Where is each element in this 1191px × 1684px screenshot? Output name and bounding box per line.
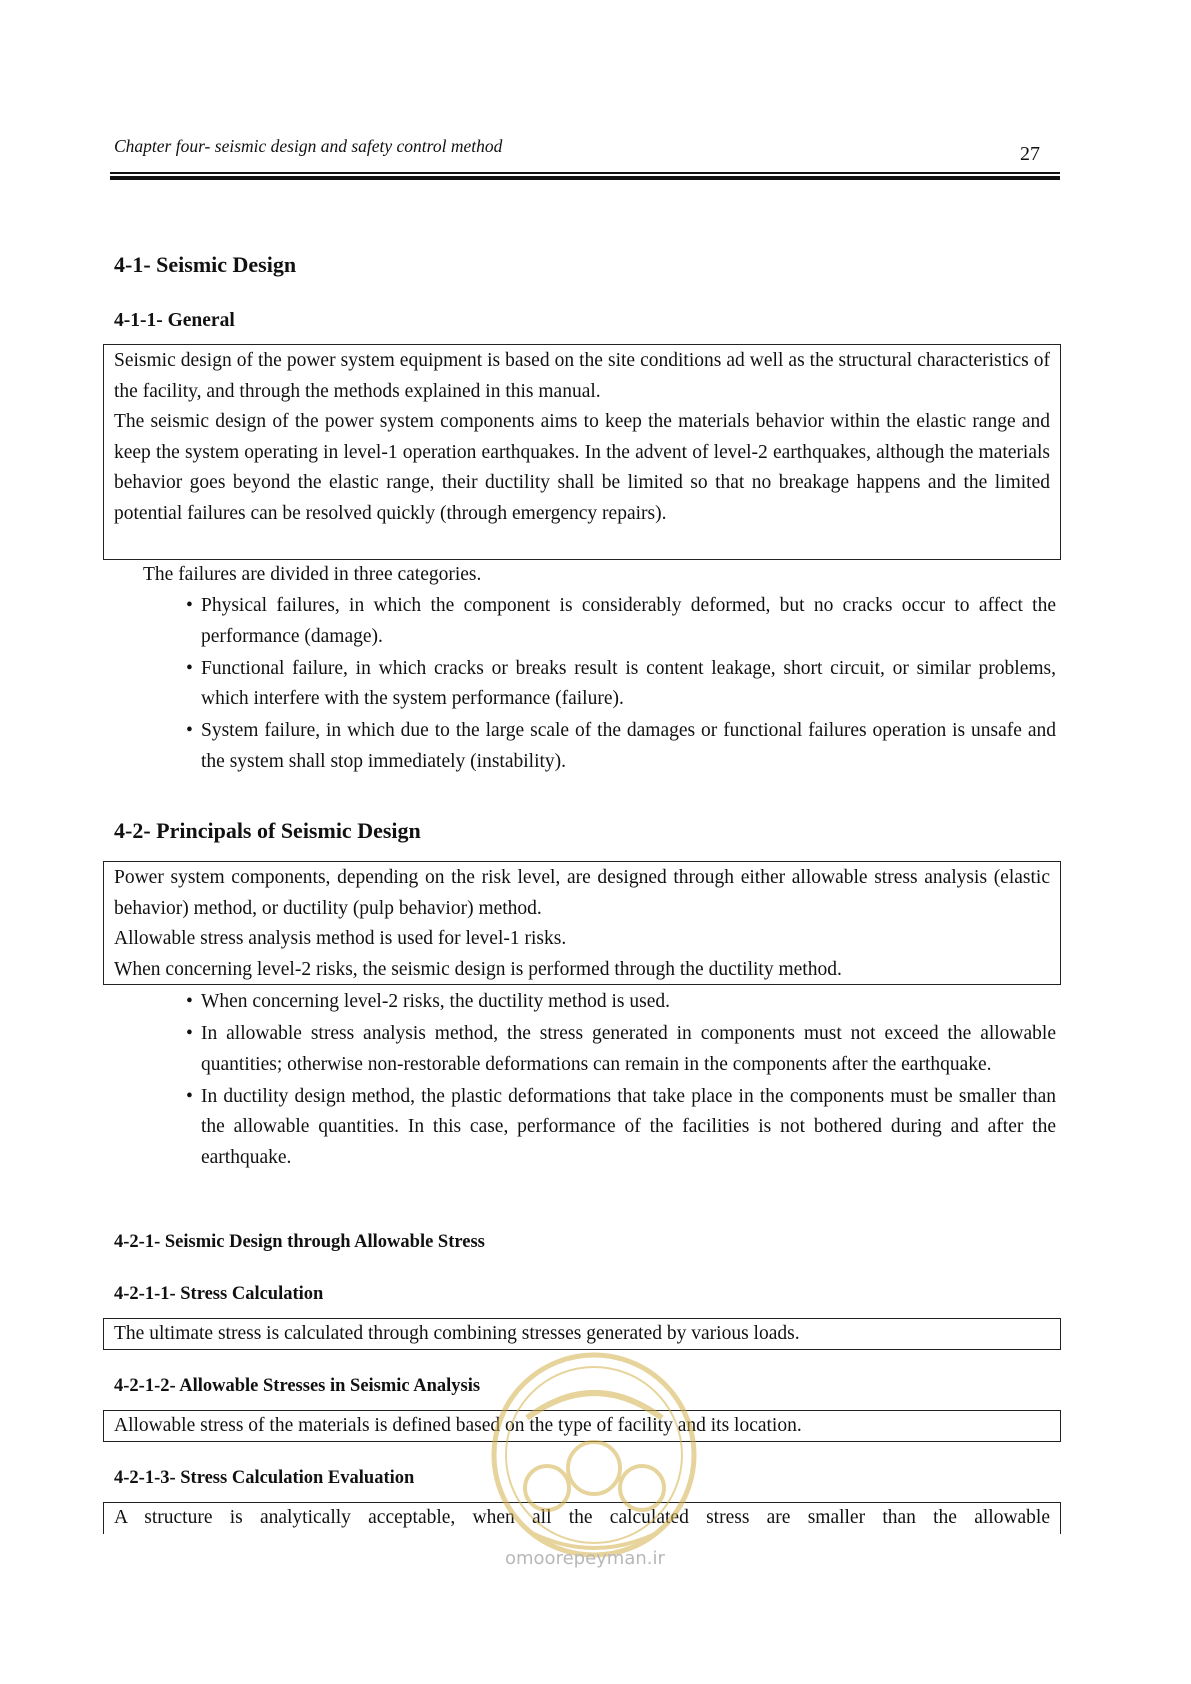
requirement-box-principals — [103, 861, 1061, 985]
section-heading-4-2-1-1: 4-2-1-1- Stress Calculation — [114, 1284, 324, 1304]
bullet-icon: • — [186, 720, 193, 741]
list-item: • Physical failures, in which the component is considerably deformed, but no cracks occur to affect the performance (damage). — [171, 591, 1056, 652]
running-head: Chapter four- seismic design and safety control method — [114, 136, 503, 156]
design-methods-list — [171, 987, 1056, 1175]
box-paragraph: A structure is analytically acceptable, when all the calculated stress are smaller than the allowable — [114, 1507, 1050, 1528]
bullet-icon: • — [186, 1023, 193, 1044]
header-rule-thick — [110, 176, 1060, 180]
section-heading-4-1-1: 4-1-1- General — [114, 310, 235, 331]
bullet-icon: • — [186, 657, 193, 679]
bullet-icon: • — [186, 991, 193, 1012]
box-paragraph: The seismic design of the power system components aims to keep the materials behavior within the elastic range and keep the system operating in level-1 operation earthquakes. In the advent of level-2 earthquakes, although the materials behavior goes beyond the elastic range, their ductility shall be limited so that no breakage happens and the limited potential failures can be resolved quickly (through emergency repairs). — [114, 411, 1050, 524]
failures-intro: The failures are divided in three categories. — [143, 564, 482, 585]
list-item: • When concerning level-2 risks, the ductility method is used. — [171, 987, 1056, 1018]
bullet-icon: • — [186, 1085, 193, 1107]
section-heading-4-2-1-3: 4-2-1-3- Stress Calculation Evaluation — [114, 1468, 415, 1488]
watermark-seal-icon — [487, 1348, 702, 1563]
section-heading-4-2-1: 4-2-1- Seismic Design through Allowable Stress — [114, 1232, 485, 1252]
box-paragraph: Power system components, depending on the risk level, are designed through either allowable stress analysis (elastic behavior) method, or ductility (pulp behavior) method. — [114, 867, 1050, 919]
box-paragraph: Allowable stress analysis method is used for level-1 risks. — [114, 928, 567, 949]
section-heading-4-2-1-2: 4-2-1-2- Allowable Stresses in Seismic Analysis — [114, 1376, 481, 1396]
list-item: • In allowable stress analysis method, the stress generated in components must not exceed the allowable quantities; otherwise non-restorable deformations can remain in the components after the earthquake. — [171, 1019, 1056, 1080]
list-item: • System failure, in which due to the large scale of the damages or functional failures operation is unsafe and the system shall stop immediately (instability). — [171, 716, 1056, 777]
box-paragraph: Seismic design of the power system equipment is based on the site conditions ad well as the structural characteristics of the facility, and through the methods explained in this manual. — [114, 350, 1050, 402]
section-heading-4-2: 4-2- Principals of Seismic Design — [114, 818, 421, 843]
bullet-icon: • — [186, 595, 193, 616]
box-paragraph: The ultimate stress is calculated through combining stresses generated by various loads. — [114, 1323, 800, 1344]
requirement-box-stress-calculation — [103, 1318, 1061, 1350]
section-heading-4-1: 4-1- Seismic Design — [114, 252, 297, 277]
page-number: 27 — [1020, 143, 1040, 165]
watermark-site-text: omoorepeyman.ir — [505, 1548, 665, 1569]
header-rule-thin — [110, 172, 1060, 174]
list-item: • In ductility design method, the plastic deformations that take place in the components must be smaller than the allowable quantities. In this case, performance of the facilities is not bothered during and after the earthquake. — [171, 1082, 1056, 1174]
list-item: • Functional failure, in which cracks or breaks result is content leakage, short circuit, or similar problems, which interfere with the system performance (failure). — [171, 654, 1056, 715]
requirement-box-general — [103, 344, 1061, 560]
box-paragraph: When concerning level-2 risks, the seismic design is performed through the ductility method. — [114, 958, 842, 980]
failure-categories-list — [171, 591, 1056, 779]
box-paragraph: Allowable stress of the materials is defined based on the type of facility and its location. — [114, 1415, 802, 1436]
